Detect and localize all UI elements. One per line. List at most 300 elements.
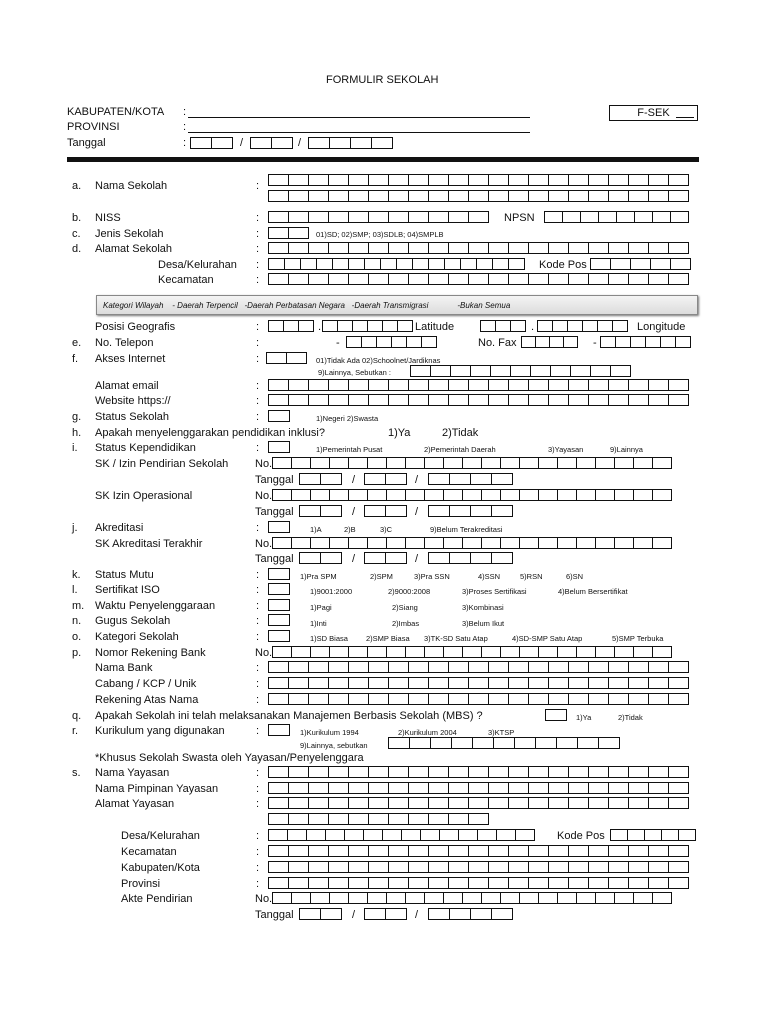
char-box[interactable] — [608, 190, 629, 202]
char-box[interactable] — [368, 379, 389, 391]
char-box[interactable] — [448, 273, 469, 285]
char-box[interactable] — [600, 336, 616, 348]
char-box[interactable] — [470, 552, 492, 564]
char-box[interactable] — [368, 190, 389, 202]
char-box[interactable] — [428, 845, 449, 857]
yayasan-kodepos-input[interactable] — [610, 829, 695, 841]
char-box[interactable] — [449, 505, 471, 517]
char-box[interactable] — [628, 861, 649, 873]
sk-ops-date-month[interactable] — [364, 505, 406, 517]
char-box[interactable] — [428, 273, 449, 285]
char-box[interactable] — [268, 782, 289, 794]
char-box[interactable] — [568, 693, 589, 705]
char-box[interactable] — [322, 320, 338, 332]
char-box[interactable] — [328, 813, 349, 825]
char-box[interactable] — [477, 829, 497, 841]
char-box[interactable] — [288, 877, 309, 889]
char-box[interactable] — [428, 908, 450, 920]
alamat-yayasan-row1[interactable] — [268, 797, 688, 809]
char-box[interactable] — [405, 892, 425, 904]
char-box[interactable] — [648, 693, 669, 705]
char-box[interactable] — [268, 174, 289, 186]
char-box[interactable] — [291, 646, 311, 658]
char-box[interactable] — [668, 766, 689, 778]
char-box[interactable] — [406, 336, 422, 348]
char-box[interactable] — [288, 677, 309, 689]
char-box[interactable] — [528, 394, 549, 406]
char-box[interactable] — [528, 379, 549, 391]
char-box[interactable] — [588, 190, 609, 202]
char-box[interactable] — [633, 892, 653, 904]
char-box[interactable] — [284, 258, 301, 270]
char-box[interactable] — [268, 766, 289, 778]
char-box[interactable] — [328, 677, 349, 689]
char-box[interactable] — [668, 661, 689, 673]
char-box[interactable] — [268, 829, 288, 841]
char-box[interactable] — [368, 845, 389, 857]
yayasan-desa-input[interactable] — [268, 829, 534, 841]
char-box[interactable] — [328, 190, 349, 202]
char-box[interactable] — [266, 352, 287, 364]
char-box[interactable] — [491, 505, 513, 517]
char-box[interactable] — [328, 693, 349, 705]
char-box[interactable] — [668, 394, 689, 406]
char-box[interactable] — [268, 410, 290, 422]
char-box[interactable] — [288, 797, 309, 809]
char-box[interactable] — [557, 646, 577, 658]
char-box[interactable] — [608, 273, 629, 285]
char-box[interactable] — [268, 227, 289, 239]
char-box[interactable] — [408, 211, 429, 223]
char-box[interactable] — [320, 552, 342, 564]
char-box[interactable] — [348, 892, 368, 904]
char-box[interactable] — [468, 394, 489, 406]
char-box[interactable] — [557, 457, 577, 469]
char-box[interactable] — [308, 273, 329, 285]
char-box[interactable] — [528, 845, 549, 857]
char-box[interactable] — [548, 174, 569, 186]
char-box[interactable] — [308, 797, 329, 809]
char-box[interactable] — [510, 320, 526, 332]
char-box[interactable] — [595, 537, 615, 549]
char-box[interactable] — [346, 336, 362, 348]
char-box[interactable] — [288, 174, 309, 186]
website-input[interactable] — [268, 394, 688, 406]
char-box[interactable] — [344, 829, 364, 841]
char-box[interactable] — [328, 877, 349, 889]
char-box[interactable] — [608, 394, 629, 406]
char-box[interactable] — [576, 646, 596, 658]
char-box[interactable] — [568, 782, 589, 794]
char-box[interactable] — [588, 782, 609, 794]
char-box[interactable] — [451, 737, 473, 749]
char-box[interactable] — [595, 646, 615, 658]
char-box[interactable] — [548, 242, 569, 254]
char-box[interactable] — [308, 242, 329, 254]
char-box[interactable] — [470, 365, 491, 377]
nama-sekolah-row2[interactable] — [268, 190, 688, 202]
fax-area-input[interactable] — [521, 336, 577, 348]
char-box[interactable] — [388, 661, 409, 673]
char-box[interactable] — [568, 394, 589, 406]
char-box[interactable] — [468, 661, 489, 673]
char-box[interactable] — [424, 489, 444, 501]
char-box[interactable] — [608, 174, 629, 186]
char-box[interactable] — [328, 211, 349, 223]
akte-date-year[interactable] — [428, 908, 512, 920]
kurikulum-lainnya-input[interactable] — [388, 737, 619, 749]
char-box[interactable] — [588, 797, 609, 809]
char-box[interactable] — [291, 537, 311, 549]
char-box[interactable] — [488, 877, 509, 889]
char-box[interactable] — [380, 258, 397, 270]
char-box[interactable] — [376, 336, 392, 348]
char-box[interactable] — [448, 813, 469, 825]
npsn-input[interactable] — [544, 211, 688, 223]
char-box[interactable] — [468, 845, 489, 857]
char-box[interactable] — [448, 394, 469, 406]
akte-date-day[interactable] — [299, 908, 341, 920]
char-box[interactable] — [388, 190, 409, 202]
char-box[interactable] — [268, 242, 289, 254]
char-box[interactable] — [268, 273, 289, 285]
char-box[interactable] — [468, 379, 489, 391]
char-box[interactable] — [628, 273, 649, 285]
char-box[interactable] — [388, 693, 409, 705]
char-box[interactable] — [448, 797, 469, 809]
char-box[interactable] — [448, 766, 469, 778]
char-box[interactable] — [268, 211, 289, 223]
char-box[interactable] — [448, 677, 469, 689]
char-box[interactable] — [508, 242, 529, 254]
char-box[interactable] — [428, 379, 449, 391]
char-box[interactable] — [500, 537, 520, 549]
char-box[interactable] — [348, 782, 369, 794]
char-box[interactable] — [408, 677, 429, 689]
kategori-sekolah-input[interactable] — [268, 630, 289, 642]
char-box[interactable] — [608, 861, 629, 873]
char-box[interactable] — [550, 365, 571, 377]
char-box[interactable] — [514, 737, 536, 749]
char-box[interactable] — [448, 174, 469, 186]
char-box[interactable] — [481, 489, 501, 501]
char-box[interactable] — [548, 394, 569, 406]
char-box[interactable] — [408, 379, 429, 391]
char-box[interactable] — [382, 829, 402, 841]
char-box[interactable] — [443, 892, 463, 904]
rekening-no-input[interactable] — [272, 646, 671, 658]
latitude-min[interactable] — [322, 320, 412, 332]
char-box[interactable] — [288, 813, 309, 825]
char-box[interactable] — [268, 379, 289, 391]
char-box[interactable] — [557, 537, 577, 549]
char-box[interactable] — [428, 813, 449, 825]
char-box[interactable] — [468, 273, 489, 285]
char-box[interactable] — [568, 861, 589, 873]
char-box[interactable] — [508, 797, 529, 809]
akte-no-input[interactable] — [272, 892, 671, 904]
char-box[interactable] — [668, 861, 689, 873]
char-box[interactable] — [386, 457, 406, 469]
char-box[interactable] — [364, 908, 386, 920]
char-box[interactable] — [576, 489, 596, 501]
char-box[interactable] — [608, 379, 629, 391]
char-box[interactable] — [268, 320, 284, 332]
char-box[interactable] — [588, 394, 609, 406]
char-box[interactable] — [368, 394, 389, 406]
char-box[interactable] — [628, 766, 649, 778]
char-box[interactable] — [458, 829, 478, 841]
char-box[interactable] — [408, 797, 429, 809]
char-box[interactable] — [388, 766, 409, 778]
char-box[interactable] — [548, 766, 569, 778]
char-box[interactable] — [488, 379, 509, 391]
char-box[interactable] — [408, 782, 429, 794]
char-box[interactable] — [449, 908, 471, 920]
char-box[interactable] — [363, 829, 383, 841]
char-box[interactable] — [488, 766, 509, 778]
char-box[interactable] — [556, 737, 578, 749]
char-box[interactable] — [528, 797, 549, 809]
char-box[interactable] — [481, 892, 501, 904]
char-box[interactable] — [272, 892, 292, 904]
char-box[interactable] — [582, 320, 598, 332]
char-box[interactable] — [608, 242, 629, 254]
char-box[interactable] — [405, 489, 425, 501]
char-box[interactable] — [468, 797, 489, 809]
char-box[interactable] — [288, 273, 309, 285]
char-box[interactable] — [288, 394, 309, 406]
char-box[interactable] — [308, 845, 329, 857]
char-box[interactable] — [410, 365, 431, 377]
char-box[interactable] — [508, 190, 529, 202]
char-box[interactable] — [391, 336, 407, 348]
char-box[interactable] — [496, 829, 516, 841]
char-box[interactable] — [462, 892, 482, 904]
char-box[interactable] — [388, 782, 409, 794]
char-box[interactable] — [528, 677, 549, 689]
char-box[interactable] — [348, 661, 369, 673]
char-box[interactable] — [568, 242, 589, 254]
char-box[interactable] — [288, 845, 309, 857]
sk-akreditasi-no-input[interactable] — [272, 537, 671, 549]
char-box[interactable] — [588, 693, 609, 705]
char-box[interactable] — [368, 813, 389, 825]
char-box[interactable] — [462, 646, 482, 658]
char-box[interactable] — [337, 320, 353, 332]
char-box[interactable] — [608, 845, 629, 857]
kodepos-input[interactable] — [590, 258, 690, 270]
char-box[interactable] — [367, 646, 387, 658]
char-box[interactable] — [316, 258, 333, 270]
yayasan-kecamatan-input[interactable] — [268, 845, 688, 857]
char-box[interactable] — [408, 394, 429, 406]
char-box[interactable] — [308, 766, 329, 778]
char-box[interactable] — [548, 190, 569, 202]
char-box[interactable] — [348, 489, 368, 501]
pimpinan-input[interactable] — [268, 782, 688, 794]
char-box[interactable] — [428, 242, 449, 254]
char-box[interactable] — [548, 782, 569, 794]
char-box[interactable] — [595, 892, 615, 904]
char-box[interactable] — [368, 211, 389, 223]
char-box[interactable] — [288, 242, 309, 254]
char-box[interactable] — [443, 457, 463, 469]
char-box[interactable] — [633, 489, 653, 501]
char-box[interactable] — [408, 242, 429, 254]
char-box[interactable] — [508, 782, 529, 794]
char-box[interactable] — [348, 845, 369, 857]
char-box[interactable] — [548, 273, 569, 285]
char-box[interactable] — [328, 861, 349, 873]
char-box[interactable] — [608, 693, 629, 705]
char-box[interactable] — [668, 273, 689, 285]
char-box[interactable] — [576, 537, 596, 549]
char-box[interactable] — [268, 845, 289, 857]
char-box[interactable] — [299, 505, 321, 517]
char-box[interactable] — [528, 861, 549, 873]
char-box[interactable] — [548, 693, 569, 705]
char-box[interactable] — [368, 693, 389, 705]
char-box[interactable] — [528, 661, 549, 673]
char-box[interactable] — [268, 877, 289, 889]
char-box[interactable] — [348, 813, 369, 825]
char-box[interactable] — [481, 537, 501, 549]
char-box[interactable] — [448, 211, 469, 223]
char-box[interactable] — [272, 489, 292, 501]
char-box[interactable] — [329, 646, 349, 658]
char-box[interactable] — [608, 782, 629, 794]
char-box[interactable] — [627, 829, 645, 841]
char-box[interactable] — [462, 489, 482, 501]
niss-input[interactable] — [268, 211, 488, 223]
telepon-input[interactable] — [346, 336, 436, 348]
char-box[interactable] — [577, 737, 599, 749]
char-box[interactable] — [308, 190, 329, 202]
char-box[interactable] — [348, 861, 369, 873]
nama-bank-input[interactable] — [268, 661, 688, 673]
char-box[interactable] — [588, 877, 609, 889]
char-box[interactable] — [568, 766, 589, 778]
char-box[interactable] — [428, 258, 445, 270]
gugus-input[interactable] — [268, 614, 289, 626]
char-box[interactable] — [268, 614, 290, 626]
char-box[interactable] — [448, 861, 469, 873]
char-box[interactable] — [538, 457, 558, 469]
char-box[interactable] — [388, 379, 409, 391]
char-box[interactable] — [388, 273, 409, 285]
alamat-sekolah-input[interactable] — [268, 242, 688, 254]
char-box[interactable] — [481, 646, 501, 658]
email-input[interactable] — [268, 379, 688, 391]
char-box[interactable] — [268, 583, 290, 595]
char-box[interactable] — [590, 258, 611, 270]
char-box[interactable] — [268, 521, 290, 533]
char-box[interactable] — [630, 258, 651, 270]
char-box[interactable] — [405, 537, 425, 549]
char-box[interactable] — [644, 829, 662, 841]
char-box[interactable] — [668, 190, 689, 202]
char-box[interactable] — [468, 677, 489, 689]
char-box[interactable] — [308, 813, 329, 825]
char-box[interactable] — [308, 861, 329, 873]
char-box[interactable] — [385, 473, 407, 485]
char-box[interactable] — [519, 537, 539, 549]
char-box[interactable] — [588, 845, 609, 857]
status-sekolah-input[interactable] — [268, 410, 289, 422]
char-box[interactable] — [468, 877, 489, 889]
char-box[interactable] — [628, 877, 649, 889]
char-box[interactable] — [291, 489, 311, 501]
char-box[interactable] — [448, 190, 469, 202]
char-box[interactable] — [291, 892, 311, 904]
char-box[interactable] — [325, 829, 345, 841]
char-box[interactable] — [508, 845, 529, 857]
char-box[interactable] — [648, 379, 669, 391]
char-box[interactable] — [283, 320, 299, 332]
char-box[interactable] — [614, 537, 634, 549]
char-box[interactable] — [552, 320, 568, 332]
char-box[interactable] — [648, 877, 669, 889]
char-box[interactable] — [308, 394, 329, 406]
char-box[interactable] — [608, 766, 629, 778]
char-box[interactable] — [588, 174, 609, 186]
char-box[interactable] — [548, 861, 569, 873]
char-box[interactable] — [448, 782, 469, 794]
char-box[interactable] — [328, 766, 349, 778]
char-box[interactable] — [388, 861, 409, 873]
char-box[interactable] — [348, 394, 369, 406]
sk-izin-date-year[interactable] — [428, 473, 512, 485]
char-box[interactable] — [308, 877, 329, 889]
char-box[interactable] — [348, 379, 369, 391]
char-box[interactable] — [634, 211, 653, 223]
char-box[interactable] — [519, 646, 539, 658]
kabupaten-field[interactable] — [188, 117, 530, 118]
waktu-input[interactable] — [268, 599, 289, 611]
char-box[interactable] — [588, 766, 609, 778]
char-box[interactable] — [668, 379, 689, 391]
char-box[interactable] — [612, 320, 628, 332]
char-box[interactable] — [648, 766, 669, 778]
char-box[interactable] — [614, 489, 634, 501]
char-box[interactable] — [428, 877, 449, 889]
char-box[interactable] — [348, 677, 369, 689]
char-box[interactable] — [364, 258, 381, 270]
akreditasi-input[interactable] — [268, 521, 289, 533]
char-box[interactable] — [645, 336, 661, 348]
char-box[interactable] — [428, 394, 449, 406]
char-box[interactable] — [568, 877, 589, 889]
char-box[interactable] — [508, 766, 529, 778]
char-box[interactable] — [588, 379, 609, 391]
char-box[interactable] — [493, 737, 515, 749]
char-box[interactable] — [528, 174, 549, 186]
char-box[interactable] — [428, 693, 449, 705]
char-box[interactable] — [595, 457, 615, 469]
char-box[interactable] — [424, 457, 444, 469]
char-box[interactable] — [491, 552, 513, 564]
char-box[interactable] — [405, 646, 425, 658]
char-box[interactable] — [288, 227, 309, 239]
char-box[interactable] — [408, 877, 429, 889]
char-box[interactable] — [538, 646, 558, 658]
kecamatan-input[interactable] — [268, 273, 688, 285]
char-box[interactable] — [348, 190, 369, 202]
char-box[interactable] — [367, 489, 387, 501]
char-box[interactable] — [288, 861, 309, 873]
yayasan-kabupaten-input[interactable] — [268, 861, 688, 873]
